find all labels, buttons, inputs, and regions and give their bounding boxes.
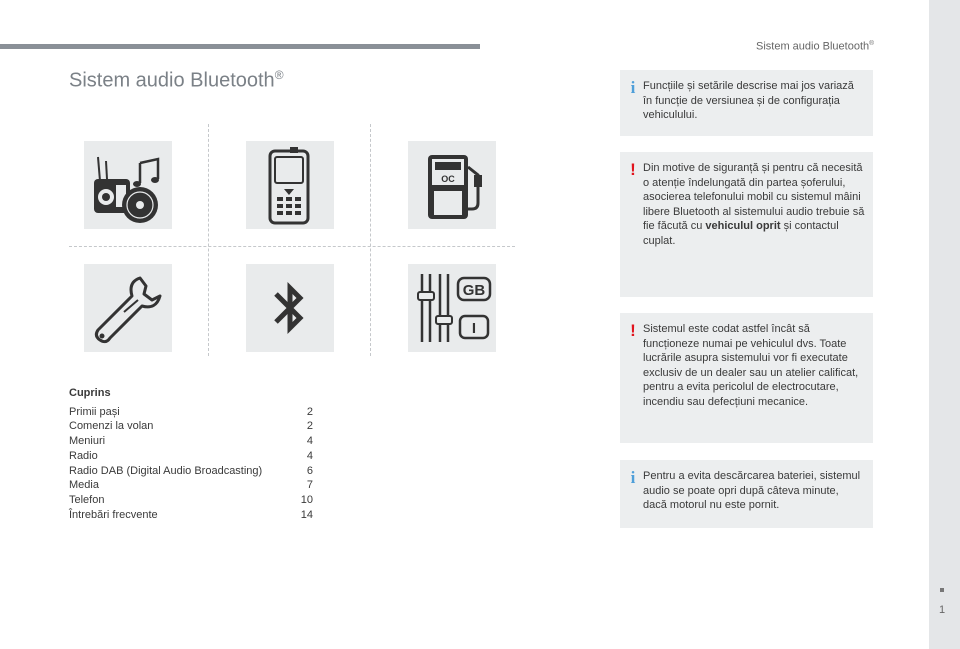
mobile-phone-icon bbox=[246, 141, 334, 229]
toc-item[interactable]: Radio 4 bbox=[69, 449, 313, 462]
toc-heading: Cuprins bbox=[69, 387, 111, 399]
toc-item[interactable]: Comenzi la volan 2 bbox=[69, 420, 313, 433]
svg-text:GB: GB bbox=[462, 282, 486, 299]
warning-note: ! Sistemul este codat astfel încât să funcționeze numai pe vehiculul dvs. Toate lucrările asupra sistemului vor fi executate exclusiv de un dealer sau un atelier calificat, pentru a evita pericolul de electrocutare, incendiu sau defecțiuni mecanice. bbox=[620, 313, 873, 443]
toc-item[interactable]: Primii pași 2 bbox=[69, 405, 313, 418]
grid-divider bbox=[69, 246, 515, 247]
grid-divider bbox=[370, 124, 371, 356]
toc-item[interactable]: Telefon 10 bbox=[69, 493, 313, 506]
header-rule bbox=[0, 44, 480, 49]
toc-item[interactable]: Meniuri 4 bbox=[69, 435, 313, 448]
page-title: Sistem audio Bluetooth® bbox=[69, 68, 284, 92]
grid-divider bbox=[208, 124, 209, 356]
info-note: i Pentru a evita descărcarea bateriei, sistemul audio se poate opri după câteva minute, dacă motorul nu este pornit. bbox=[620, 460, 873, 528]
page-marker bbox=[940, 588, 944, 592]
info-icon: i bbox=[630, 78, 636, 97]
settings-tile[interactable] bbox=[408, 264, 496, 352]
bluetooth-tile[interactable] bbox=[246, 264, 334, 352]
svg-text:OC: OC bbox=[441, 174, 455, 184]
running-header: Sistem audio Bluetooth® bbox=[756, 40, 874, 53]
language-settings-sliders-icon bbox=[408, 264, 496, 352]
side-strip bbox=[929, 0, 960, 649]
warning-note: ! Din motive de siguranță și pentru că necesită o atenție îndelungată din partea șoferului, asocierea telefonului mobil cu sistemul mâini libere Bluetooth al sistemului audio trebuie să fie făcută cu vehiculul oprit și contactul cuplat. bbox=[620, 152, 873, 297]
warning-icon: ! bbox=[630, 321, 636, 340]
phone-tile[interactable] bbox=[246, 141, 334, 229]
radio-tile[interactable] bbox=[84, 141, 172, 229]
toc-item[interactable]: Media 7 bbox=[69, 479, 313, 492]
fuel-tile[interactable] bbox=[408, 141, 496, 229]
warning-icon: ! bbox=[630, 160, 636, 179]
bluetooth-icon bbox=[246, 264, 334, 352]
radio-music-disc-icon bbox=[84, 141, 172, 229]
page-number: 1 bbox=[939, 604, 946, 616]
table-of-contents bbox=[69, 386, 313, 522]
toc-item[interactable]: Radio DAB (Digital Audio Broadcasting) 6 bbox=[69, 464, 313, 477]
wrench-icon bbox=[84, 264, 172, 352]
maintenance-tile[interactable] bbox=[84, 264, 172, 352]
toc-item[interactable]: Întrebări frecvente 14 bbox=[69, 508, 313, 521]
svg-text:I: I bbox=[471, 320, 477, 337]
info-note: i Funcțiile și setările descrise mai jos variază în funcție de versiunea și de configurația vehiculului. bbox=[620, 70, 873, 136]
fuel-pump-icon bbox=[408, 141, 496, 229]
info-icon: i bbox=[630, 468, 636, 487]
